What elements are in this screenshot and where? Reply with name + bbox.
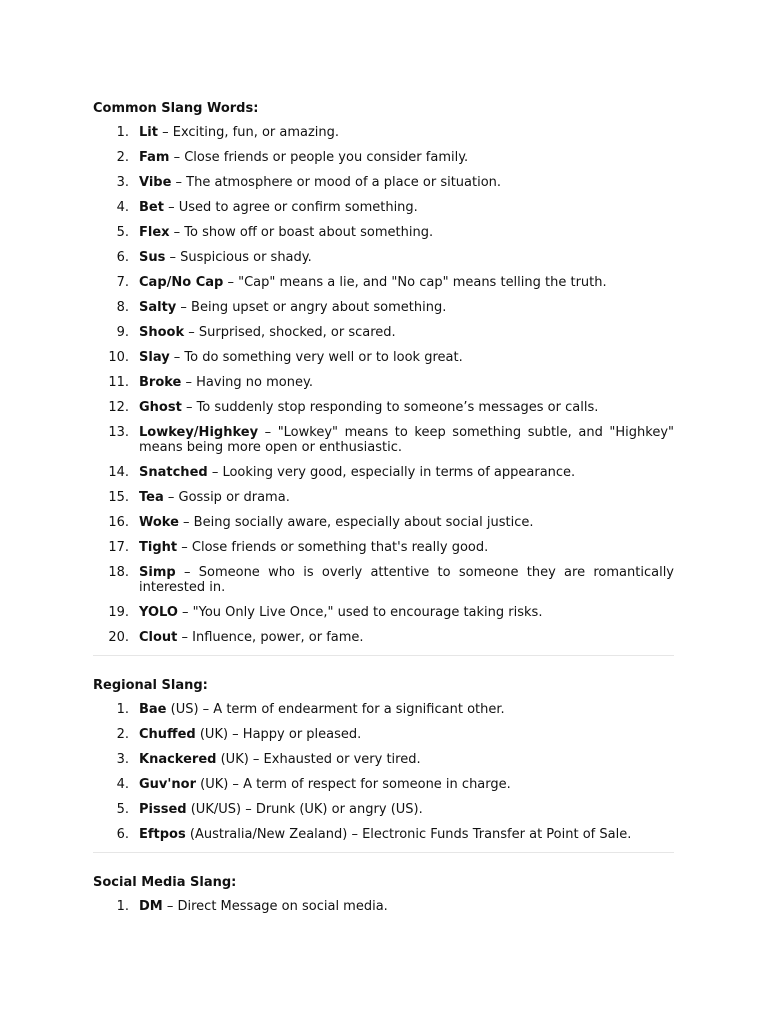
item-description: – "You Only Live Once," used to encourage taking risks. bbox=[177, 605, 543, 620]
item-term: DM bbox=[139, 899, 163, 914]
item-number: 4. bbox=[116, 777, 129, 792]
item-term: Eftpos bbox=[139, 827, 186, 842]
item-term: Bet bbox=[139, 200, 164, 215]
item-number: 10. bbox=[108, 350, 129, 365]
item-number: 11. bbox=[108, 375, 129, 390]
item-term: Clout bbox=[139, 630, 178, 645]
section-regional-slang bbox=[93, 677, 674, 842]
list-item bbox=[93, 802, 674, 817]
item-description: – Someone who is overly attentive to someone they are romantically interested in. bbox=[139, 565, 674, 595]
section-divider bbox=[93, 655, 674, 656]
item-description: – Being socially aware, especially about social justice. bbox=[178, 515, 534, 530]
item-description: – Used to agree or confirm something. bbox=[163, 200, 418, 215]
slang-list bbox=[93, 125, 674, 645]
item-term: Salty bbox=[139, 300, 177, 315]
item-number: 14. bbox=[108, 465, 129, 480]
list-item bbox=[93, 727, 674, 742]
item-term: Sus bbox=[139, 250, 166, 265]
item-number: 1. bbox=[116, 125, 129, 140]
list-item bbox=[93, 350, 674, 365]
item-number: 9. bbox=[116, 325, 129, 340]
section-social-media-slang bbox=[93, 874, 674, 914]
item-term: Vibe bbox=[139, 175, 172, 190]
item-term: Knackered bbox=[139, 752, 217, 767]
item-term: Fam bbox=[139, 150, 170, 165]
list-item bbox=[93, 325, 674, 340]
list-item bbox=[93, 777, 674, 792]
item-description: – Close friends or something that's really good. bbox=[177, 540, 489, 555]
list-item bbox=[93, 150, 674, 165]
list-item bbox=[93, 490, 674, 505]
section-common-slang bbox=[93, 100, 674, 645]
item-description: – Exciting, fun, or amazing. bbox=[157, 125, 340, 140]
item-term: Pissed bbox=[139, 802, 187, 817]
item-number: 13. bbox=[108, 425, 129, 440]
item-description: (UK) – Happy or pleased. bbox=[195, 727, 362, 742]
item-number: 3. bbox=[116, 175, 129, 190]
item-description: – Being upset or angry about something. bbox=[176, 300, 447, 315]
item-description: (UK/US) – Drunk (UK) or angry (US). bbox=[186, 802, 423, 817]
list-item bbox=[93, 250, 674, 265]
item-description: – The atmosphere or mood of a place or situation. bbox=[171, 175, 502, 190]
item-description: – Influence, power, or fame. bbox=[177, 630, 364, 645]
list-item bbox=[93, 175, 674, 190]
item-number: 3. bbox=[116, 752, 129, 767]
slang-list bbox=[93, 702, 674, 842]
item-description: – "Lowkey" means to keep something subtle, and "Highkey" means being more open or enthusiastic. bbox=[139, 425, 674, 455]
list-item bbox=[93, 630, 674, 645]
item-description: – To suddenly stop responding to someone’s messages or calls. bbox=[181, 400, 599, 415]
item-number: 1. bbox=[116, 702, 129, 717]
item-description: – "Cap" means a lie, and "No cap" means telling the truth. bbox=[223, 275, 607, 290]
list-item bbox=[93, 515, 674, 530]
item-description: (US) – A term of endearment for a significant other. bbox=[166, 702, 505, 717]
item-number: 8. bbox=[116, 300, 129, 315]
item-term: Tea bbox=[139, 490, 164, 505]
item-description: – Looking very good, especially in terms of appearance. bbox=[207, 465, 576, 480]
item-description: – To do something very well or to look great. bbox=[169, 350, 463, 365]
item-description: – Having no money. bbox=[181, 375, 313, 390]
item-description: (UK) – A term of respect for someone in charge. bbox=[195, 777, 511, 792]
item-term: Cap/No Cap bbox=[139, 275, 224, 290]
item-number: 17. bbox=[108, 540, 129, 555]
list-item bbox=[93, 465, 674, 480]
list-item bbox=[93, 400, 674, 415]
item-description: (Australia/New Zealand) – Electronic Funds Transfer at Point of Sale. bbox=[185, 827, 632, 842]
item-term: Guv'nor bbox=[139, 777, 196, 792]
list-item bbox=[93, 827, 674, 842]
item-description: – Close friends or people you consider family. bbox=[169, 150, 469, 165]
item-term: Woke bbox=[139, 515, 179, 530]
section-heading: Common Slang Words: bbox=[93, 101, 259, 116]
item-number: 2. bbox=[116, 727, 129, 742]
list-item bbox=[93, 200, 674, 215]
item-number: 4. bbox=[116, 200, 129, 215]
item-number: 7. bbox=[116, 275, 129, 290]
item-term: Bae bbox=[139, 702, 167, 717]
item-term: Flex bbox=[139, 225, 170, 240]
item-number: 5. bbox=[116, 225, 129, 240]
list-item bbox=[93, 540, 674, 555]
list-item bbox=[93, 300, 674, 315]
item-term: Broke bbox=[139, 375, 182, 390]
item-number: 12. bbox=[108, 400, 129, 415]
item-description: – Surprised, shocked, or scared. bbox=[184, 325, 396, 340]
document-page bbox=[93, 100, 674, 924]
item-term: Lit bbox=[139, 125, 158, 140]
list-item bbox=[93, 605, 674, 620]
item-number: 1. bbox=[116, 899, 129, 914]
list-item bbox=[93, 425, 674, 455]
item-description: (UK) – Exhausted or very tired. bbox=[216, 752, 421, 767]
list-item bbox=[93, 275, 674, 290]
item-term: Shook bbox=[139, 325, 185, 340]
item-term: Chuffed bbox=[139, 727, 196, 742]
item-term: Slay bbox=[139, 350, 170, 365]
item-description: – Suspicious or shady. bbox=[165, 250, 312, 265]
list-item bbox=[93, 375, 674, 390]
item-number: 6. bbox=[116, 827, 129, 842]
item-number: 2. bbox=[116, 150, 129, 165]
item-term: Tight bbox=[139, 540, 178, 555]
item-term: YOLO bbox=[139, 605, 178, 620]
list-item bbox=[93, 702, 674, 717]
item-description: – Gossip or drama. bbox=[163, 490, 290, 505]
list-item bbox=[93, 225, 674, 240]
list-item bbox=[93, 752, 674, 767]
item-description: – Direct Message on social media. bbox=[162, 899, 388, 914]
item-number: 15. bbox=[108, 490, 129, 505]
list-item bbox=[93, 565, 674, 595]
item-number: 19. bbox=[108, 605, 129, 620]
item-number: 16. bbox=[108, 515, 129, 530]
item-term: Ghost bbox=[139, 400, 182, 415]
list-item bbox=[93, 125, 674, 140]
item-term: Simp bbox=[139, 565, 176, 580]
section-heading: Social Media Slang: bbox=[93, 875, 237, 890]
item-number: 5. bbox=[116, 802, 129, 817]
item-number: 18. bbox=[108, 565, 129, 580]
section-heading: Regional Slang: bbox=[93, 678, 208, 693]
item-number: 20. bbox=[108, 630, 129, 645]
slang-list bbox=[93, 899, 674, 914]
section-divider bbox=[93, 852, 674, 853]
item-term: Lowkey/Highkey bbox=[139, 425, 259, 440]
item-term: Snatched bbox=[139, 465, 208, 480]
item-description: – To show off or boast about something. bbox=[169, 225, 434, 240]
item-number: 6. bbox=[116, 250, 129, 265]
list-item bbox=[93, 899, 674, 914]
